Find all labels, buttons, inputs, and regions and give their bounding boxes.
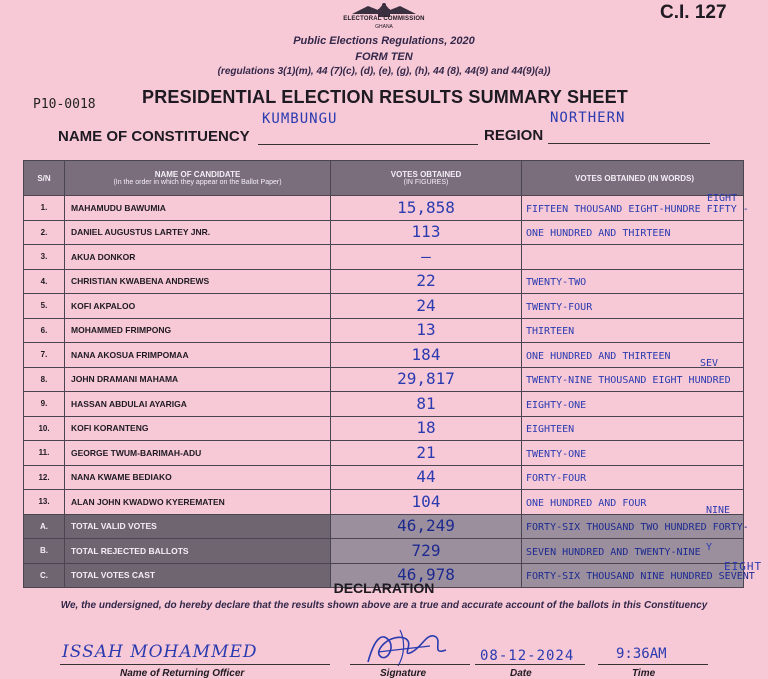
table-row [24,367,744,392]
row-sn: 8. [40,374,48,384]
row-votes-figures: 729 [411,540,441,560]
total-cast-words-overflow: Y [706,542,713,553]
signature-image [360,622,455,670]
row-votes-words: THIRTEEN [526,326,575,338]
region-underline [548,143,710,144]
row-candidate-name: MOHAMMED FRIMPONG [71,325,172,336]
total-row [24,539,744,564]
signature-underline [350,664,470,665]
row-sn: 4. [40,276,48,286]
row-sn-cell [24,367,65,392]
row-votes-figures-cell[interactable] [331,245,522,270]
row-votes-figures-cell[interactable] [331,441,522,466]
row-sn: 13. [38,497,50,507]
row-votes-figures: 46,249 [397,516,455,536]
form-serial: P10-0018 [33,97,96,112]
row-sn-cell [24,465,65,490]
row-sn: 5. [40,301,48,311]
row-votes-figures: 46,978 [397,565,455,585]
row-candidate-name: KOFI KORANTENG [71,423,149,434]
table-row [24,269,744,294]
constituency-underline [258,144,478,145]
row-candidate-name-cell [65,220,331,245]
table-row [24,318,744,343]
row-votes-words-cell[interactable] [522,245,744,270]
region-field[interactable]: NORTHERN [550,110,626,126]
row-candidate-name: JOHN DRAMANI MAHAMA [71,374,179,385]
row-candidate-name-cell [65,245,331,270]
row-sn-cell [24,490,65,515]
row-candidate-name-cell [65,539,331,564]
table-row [24,294,744,319]
table-row [24,465,744,490]
row-candidate-name-cell [65,367,331,392]
row-votes-figures-cell[interactable] [331,343,522,368]
row-sn: 1. [40,203,48,213]
row-candidate-name: KOFI AKPALOO [71,300,136,311]
row-votes-words-cell[interactable] [522,220,744,245]
row-candidate-name-cell [65,465,331,490]
row-votes-words-cell[interactable] [522,416,744,441]
total-row [24,514,744,539]
row-votes-words-cell[interactable] [522,367,744,392]
row-sn-cell [24,245,65,270]
declaration-title: DECLARATION [333,580,435,596]
row-votes-figures: 22 [416,271,436,291]
row8-words-overflow: SEV [700,358,719,369]
row-votes-words-cell[interactable] [522,294,744,319]
row-sn-cell [24,539,65,564]
row-sn-cell [24,392,65,417]
regulations-reference: (regulations 3(1)(m), 44 (7)(c), (d), (e), (g), (h), 44 (8), 44(9) and 44(9)(a)) [217,66,551,77]
row-sn-cell [24,343,65,368]
row-candidate-name-cell [65,392,331,417]
table-header-row [24,161,744,196]
row-votes-figures-cell[interactable] [331,318,522,343]
row-votes-words: ONE HUNDRED AND FOUR [526,497,647,509]
row-votes-figures-cell[interactable] [331,367,522,392]
table-row [24,490,744,515]
date-field[interactable]: 08-12-2024 [480,648,575,664]
row-sn-cell [24,196,65,221]
results-body [24,196,755,588]
row-votes-figures: 18 [416,418,436,438]
row-votes-words-cell[interactable] [522,318,744,343]
row-votes-words: FORTY-FOUR [526,473,587,485]
row-candidate-name-cell [65,490,331,515]
date-underline [475,664,585,665]
form-name: FORM TEN [355,51,413,63]
time-underline [598,664,708,665]
row-sn: A. [40,521,48,531]
row-votes-words-cell[interactable] [522,269,744,294]
region-label: REGION [484,127,544,144]
row-candidate-name-cell [65,318,331,343]
regulations-title: Public Elections Regulations, 2020 [293,35,475,47]
row-sn: 11. [38,448,50,458]
row-votes-figures: 81 [416,393,436,413]
row-candidate-name: AKUA DONKOR [71,251,136,262]
row-votes-figures: 24 [416,295,436,315]
row-votes-words: FORTY-SIX THOUSAND NINE HUNDRED SEVENT [526,571,755,583]
row-sn-cell [24,318,65,343]
row-candidate-name: GEORGE TWUM-BARIMAH-ADU [71,447,202,458]
row-candidate-name: DANIEL AUGUSTUS LARTEY JNR. [71,227,211,238]
constituency-label: NAME OF CONSTITUENCY [58,128,250,145]
row-votes-words: ONE HUNDRED AND THIRTEEN [526,228,671,240]
row-votes-figures-cell[interactable] [331,416,522,441]
row-votes-figures-cell[interactable] [331,539,522,564]
header-candidate [65,161,331,196]
row-candidate-name: CHRISTIAN KWABENA ANDREWS [71,276,210,287]
row-sn-cell [24,269,65,294]
row-votes-figures-cell[interactable] [331,465,522,490]
row-candidate-name-cell [65,294,331,319]
time-label: Time [632,668,656,679]
row-candidate-name-cell [65,514,331,539]
table-row [24,392,744,417]
row-votes-words-cell[interactable] [522,441,744,466]
row-candidate-name-cell [65,269,331,294]
header-words: VOTES OBTAINED (IN WORDS) [522,161,744,196]
returning-officer-label: Name of Returning Officer [120,668,245,679]
header-sn: S/N [24,161,65,196]
row-candidate-name: HASSAN ABDULAI AYARIGA [71,398,187,409]
total-valid-words-overflow: NINE [706,505,731,516]
date-label: Date [510,668,532,679]
row-candidate-name: TOTAL VOTES CAST [71,570,156,581]
row-votes-figures-cell[interactable] [331,392,522,417]
row-votes-figures: — [421,246,431,266]
ci-number: C.I. 127 [660,2,727,23]
row-sn: 9. [40,399,48,409]
row-votes-words: TWENTY-NINE THOUSAND EIGHT HUNDRED [526,375,731,387]
row-votes-figures-cell[interactable] [331,294,522,319]
total-cast-words-overflow-2: EIGHT [724,560,763,573]
row-votes-words-cell[interactable] [522,514,749,539]
row-candidate-name-cell [65,343,331,368]
row-votes-figures: 113 [411,222,441,242]
row-votes-figures: 29,817 [397,369,455,389]
row-votes-figures-cell[interactable] [331,490,522,515]
row-candidate-name-cell [65,416,331,441]
row-votes-words-cell[interactable] [522,465,744,490]
row-candidate-name: TOTAL REJECTED BALLOTS [71,545,189,556]
row-sn: 12. [38,472,50,482]
row-votes-figures-cell[interactable] [331,196,522,221]
row-votes-figures: 15,858 [397,197,455,217]
header-figures [331,161,522,196]
returning-officer-name[interactable]: ISSAH MOHAMMED [62,642,258,662]
row-votes-words: FIFTEEN THOUSAND EIGHT-HUNDRE FIFTY - [526,203,749,215]
constituency-field[interactable]: KUMBUNGU [262,111,338,127]
table-row [24,196,744,221]
row-sn: 10. [38,423,50,433]
row-sn-cell [24,294,65,319]
row-candidate-name-cell [65,441,331,466]
row-sn-cell [24,514,65,539]
row-candidate-name: NANA AKOSUA FRIMPOMAA [71,349,189,360]
row-votes-words: TWENTY-TWO [526,277,587,289]
row-votes-words: EIGHTEEN [526,424,575,436]
row-candidate-name-cell [65,196,331,221]
returning-officer-underline [60,664,330,665]
row-candidate-name: NANA KWAME BEDIAKO [71,472,172,483]
table-row [24,245,744,270]
table-row [24,220,744,245]
header-candidate-label: NAME OF CANDIDATE [154,170,241,179]
table-row [24,416,744,441]
row-sn-cell [24,441,65,466]
row-votes-words: TWENTY-ONE [526,448,587,460]
row-sn-cell [24,220,65,245]
row-votes-words: ONE HUNDRED AND THIRTEEN [526,350,671,362]
table-row [24,343,744,368]
declaration-text: We, the undersigned, do hereby declare that the results shown above are a true and accurate account of the ballots in this Constituency [60,600,708,611]
signature-label: Signature [380,668,427,679]
row-sn: C. [40,570,48,580]
row-votes-figures: 44 [416,467,436,487]
row-votes-words: FORTY-SIX THOUSAND TWO HUNDRED FORTY- [526,522,749,534]
commission-name: ELECTORAL COMMISSION [343,16,425,22]
row-votes-words: EIGHTY-ONE [526,399,587,411]
country-name: GHANA [375,24,393,30]
row-votes-figures-cell[interactable] [331,269,522,294]
row-sn: B. [40,546,48,556]
row-votes-words: TWENTY-FOUR [526,301,593,313]
header-figures-sub: (IN FIGURES) [403,179,449,186]
row-votes-figures-cell[interactable] [331,514,522,539]
row-votes-figures: 104 [411,491,441,511]
header-candidate-sub: (In the order in which they appear on the Ballot Paper) [113,179,282,186]
row-votes-figures: 13 [416,320,436,340]
results-table [23,160,755,588]
table-row [24,441,744,466]
row-votes-figures-cell[interactable] [331,220,522,245]
row-sn-cell [24,416,65,441]
time-field[interactable]: 9:36AM [616,646,667,662]
row-votes-words-cell[interactable] [522,392,744,417]
row-votes-figures: 21 [416,442,436,462]
row-sn: 6. [40,325,48,335]
row-votes-words: SEVEN HUNDRED AND TWENTY-NINE [526,546,701,558]
row-sn: 3. [40,252,48,262]
row-votes-figures: 184 [411,344,441,364]
row-candidate-name: TOTAL VALID VOTES [71,521,157,532]
row-candidate-name: MAHAMUDU BAWUMIA [71,202,166,213]
header-figures-label: VOTES OBTAINED [390,170,462,179]
row-sn: 2. [40,227,48,237]
row-sn: 7. [40,350,48,360]
row-candidate-name: ALAN JOHN KWADWO KYEREMATEN [71,496,225,507]
page-title: PRESIDENTIAL ELECTION RESULTS SUMMARY SHEET [142,87,628,107]
row1-words-overflow: EIGHT [707,193,738,204]
